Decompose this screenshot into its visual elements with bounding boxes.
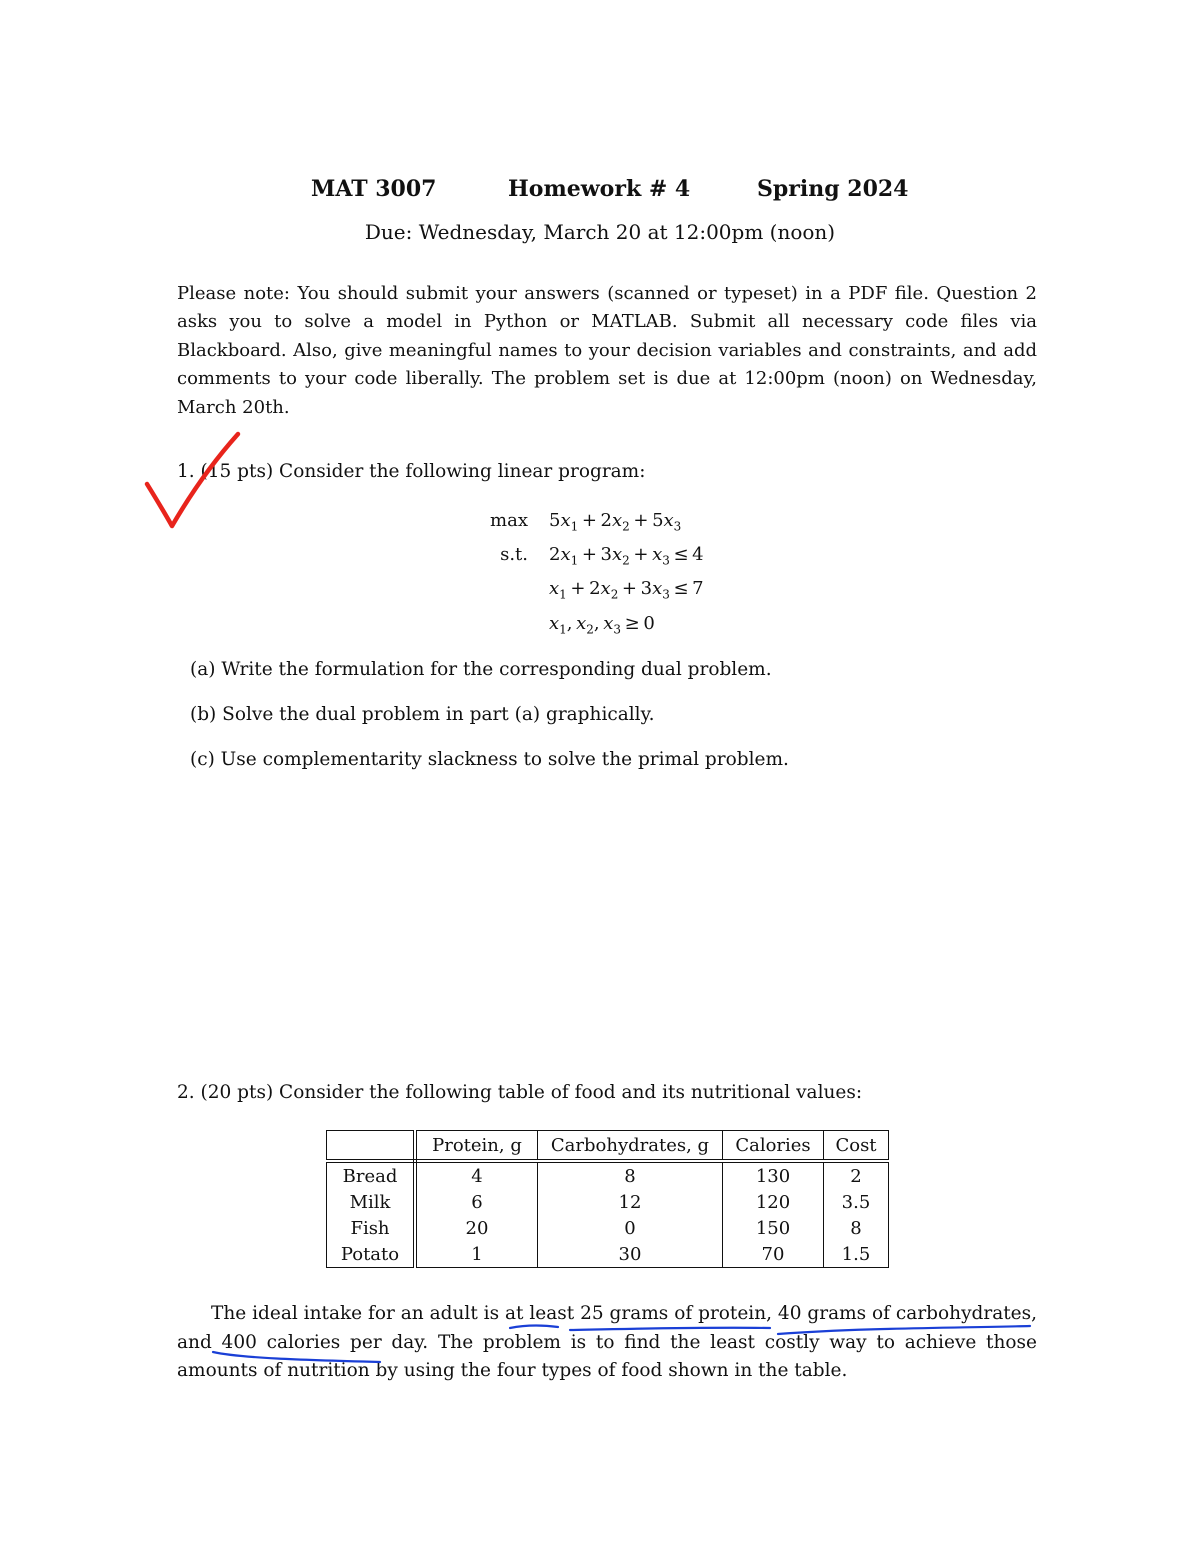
table-cell: 8 xyxy=(538,1161,723,1189)
problem-description: The ideal intake for an adult is at least 25 grams of protein, 40 grams of carbohydrates, and 400 calories per day. The problem is to find the least costly way to achieve those amounts of nutrition by using the four types of food shown in the table. xyxy=(177,1303,1037,1381)
part-c: (c) Use complementarity slackness to solve the primal problem. xyxy=(190,749,789,770)
table-row xyxy=(327,1215,889,1241)
table-cell: Milk xyxy=(327,1189,416,1215)
question-1-intro: 1. (15 pts) Consider the following linear program: xyxy=(177,461,646,482)
table-cell: 130 xyxy=(723,1161,824,1189)
table-cell: 0 xyxy=(538,1215,723,1241)
lp-st-label: s.t. xyxy=(500,544,528,565)
table-cell: 1.5 xyxy=(824,1241,889,1268)
table-cell: 12 xyxy=(538,1189,723,1215)
table-row xyxy=(327,1189,889,1215)
instructions-note: Please note: You should submit your answers (scanned or typeset) in a PDF file. Question 2 asks you to solve a model in Python or MATLAB. Submit all necessary code files via Blackboard. Also, give meaningful names to your decision variables and constraints, and add comments to your code liberally. The problem set is due at 12:00pm (noon) on Wednesday, March 20th. xyxy=(177,283,1037,418)
term: Spring 2024 xyxy=(757,176,909,202)
lp-nonnegativity: $x_1$, $x_2$, $x_3 \ge 0$ xyxy=(549,613,655,637)
nutrition-table xyxy=(326,1130,889,1268)
question-2-intro: 2. (20 pts) Consider the following table of food and its nutritional values: xyxy=(177,1082,863,1103)
table-cell: 6 xyxy=(415,1189,538,1215)
table-row xyxy=(327,1241,889,1268)
assignment-title: Homework # 4 xyxy=(508,176,691,202)
table-header-cell: Cost xyxy=(824,1131,889,1162)
table-cell: 70 xyxy=(723,1241,824,1268)
table-cell: 3.5 xyxy=(824,1189,889,1215)
table-cell: Fish xyxy=(327,1215,416,1241)
course-code: MAT 3007 xyxy=(311,176,437,202)
table-row xyxy=(327,1161,889,1189)
table-header-cell: Calories xyxy=(723,1131,824,1162)
lp-objective: $5x_1 + 2x_2 + 5x_3$ xyxy=(549,510,682,534)
part-a: (a) Write the formulation for the corresponding dual problem. xyxy=(190,659,772,680)
lp-constraint-2: $x_1 + 2x_2 + 3x_3 \le 7$ xyxy=(549,578,704,602)
lp-max-label: max xyxy=(490,510,528,531)
table-cell: 120 xyxy=(723,1189,824,1215)
table-cell: 30 xyxy=(538,1241,723,1268)
table-cell: 150 xyxy=(723,1215,824,1241)
part-b: (b) Solve the dual problem in part (a) graphically. xyxy=(190,704,655,725)
due-date: Due: Wednesday, March 20 at 12:00pm (noon) xyxy=(364,220,836,244)
table-header-cell: Carbohydrates, g xyxy=(538,1131,723,1162)
table-cell: 8 xyxy=(824,1215,889,1241)
lp-constraint-1: $2x_1 + 3x_2 + x_3 \le 4$ xyxy=(549,544,704,568)
table-cell: 20 xyxy=(415,1215,538,1241)
table-cell: 4 xyxy=(415,1161,538,1189)
table-cell: Potato xyxy=(327,1241,416,1268)
table-cell: 2 xyxy=(824,1161,889,1189)
table-cell: 1 xyxy=(415,1241,538,1268)
table-header-cell xyxy=(327,1131,416,1162)
table-cell: Bread xyxy=(327,1161,416,1189)
table-header-row xyxy=(327,1131,889,1162)
table-header-cell: Protein, g xyxy=(415,1131,538,1162)
